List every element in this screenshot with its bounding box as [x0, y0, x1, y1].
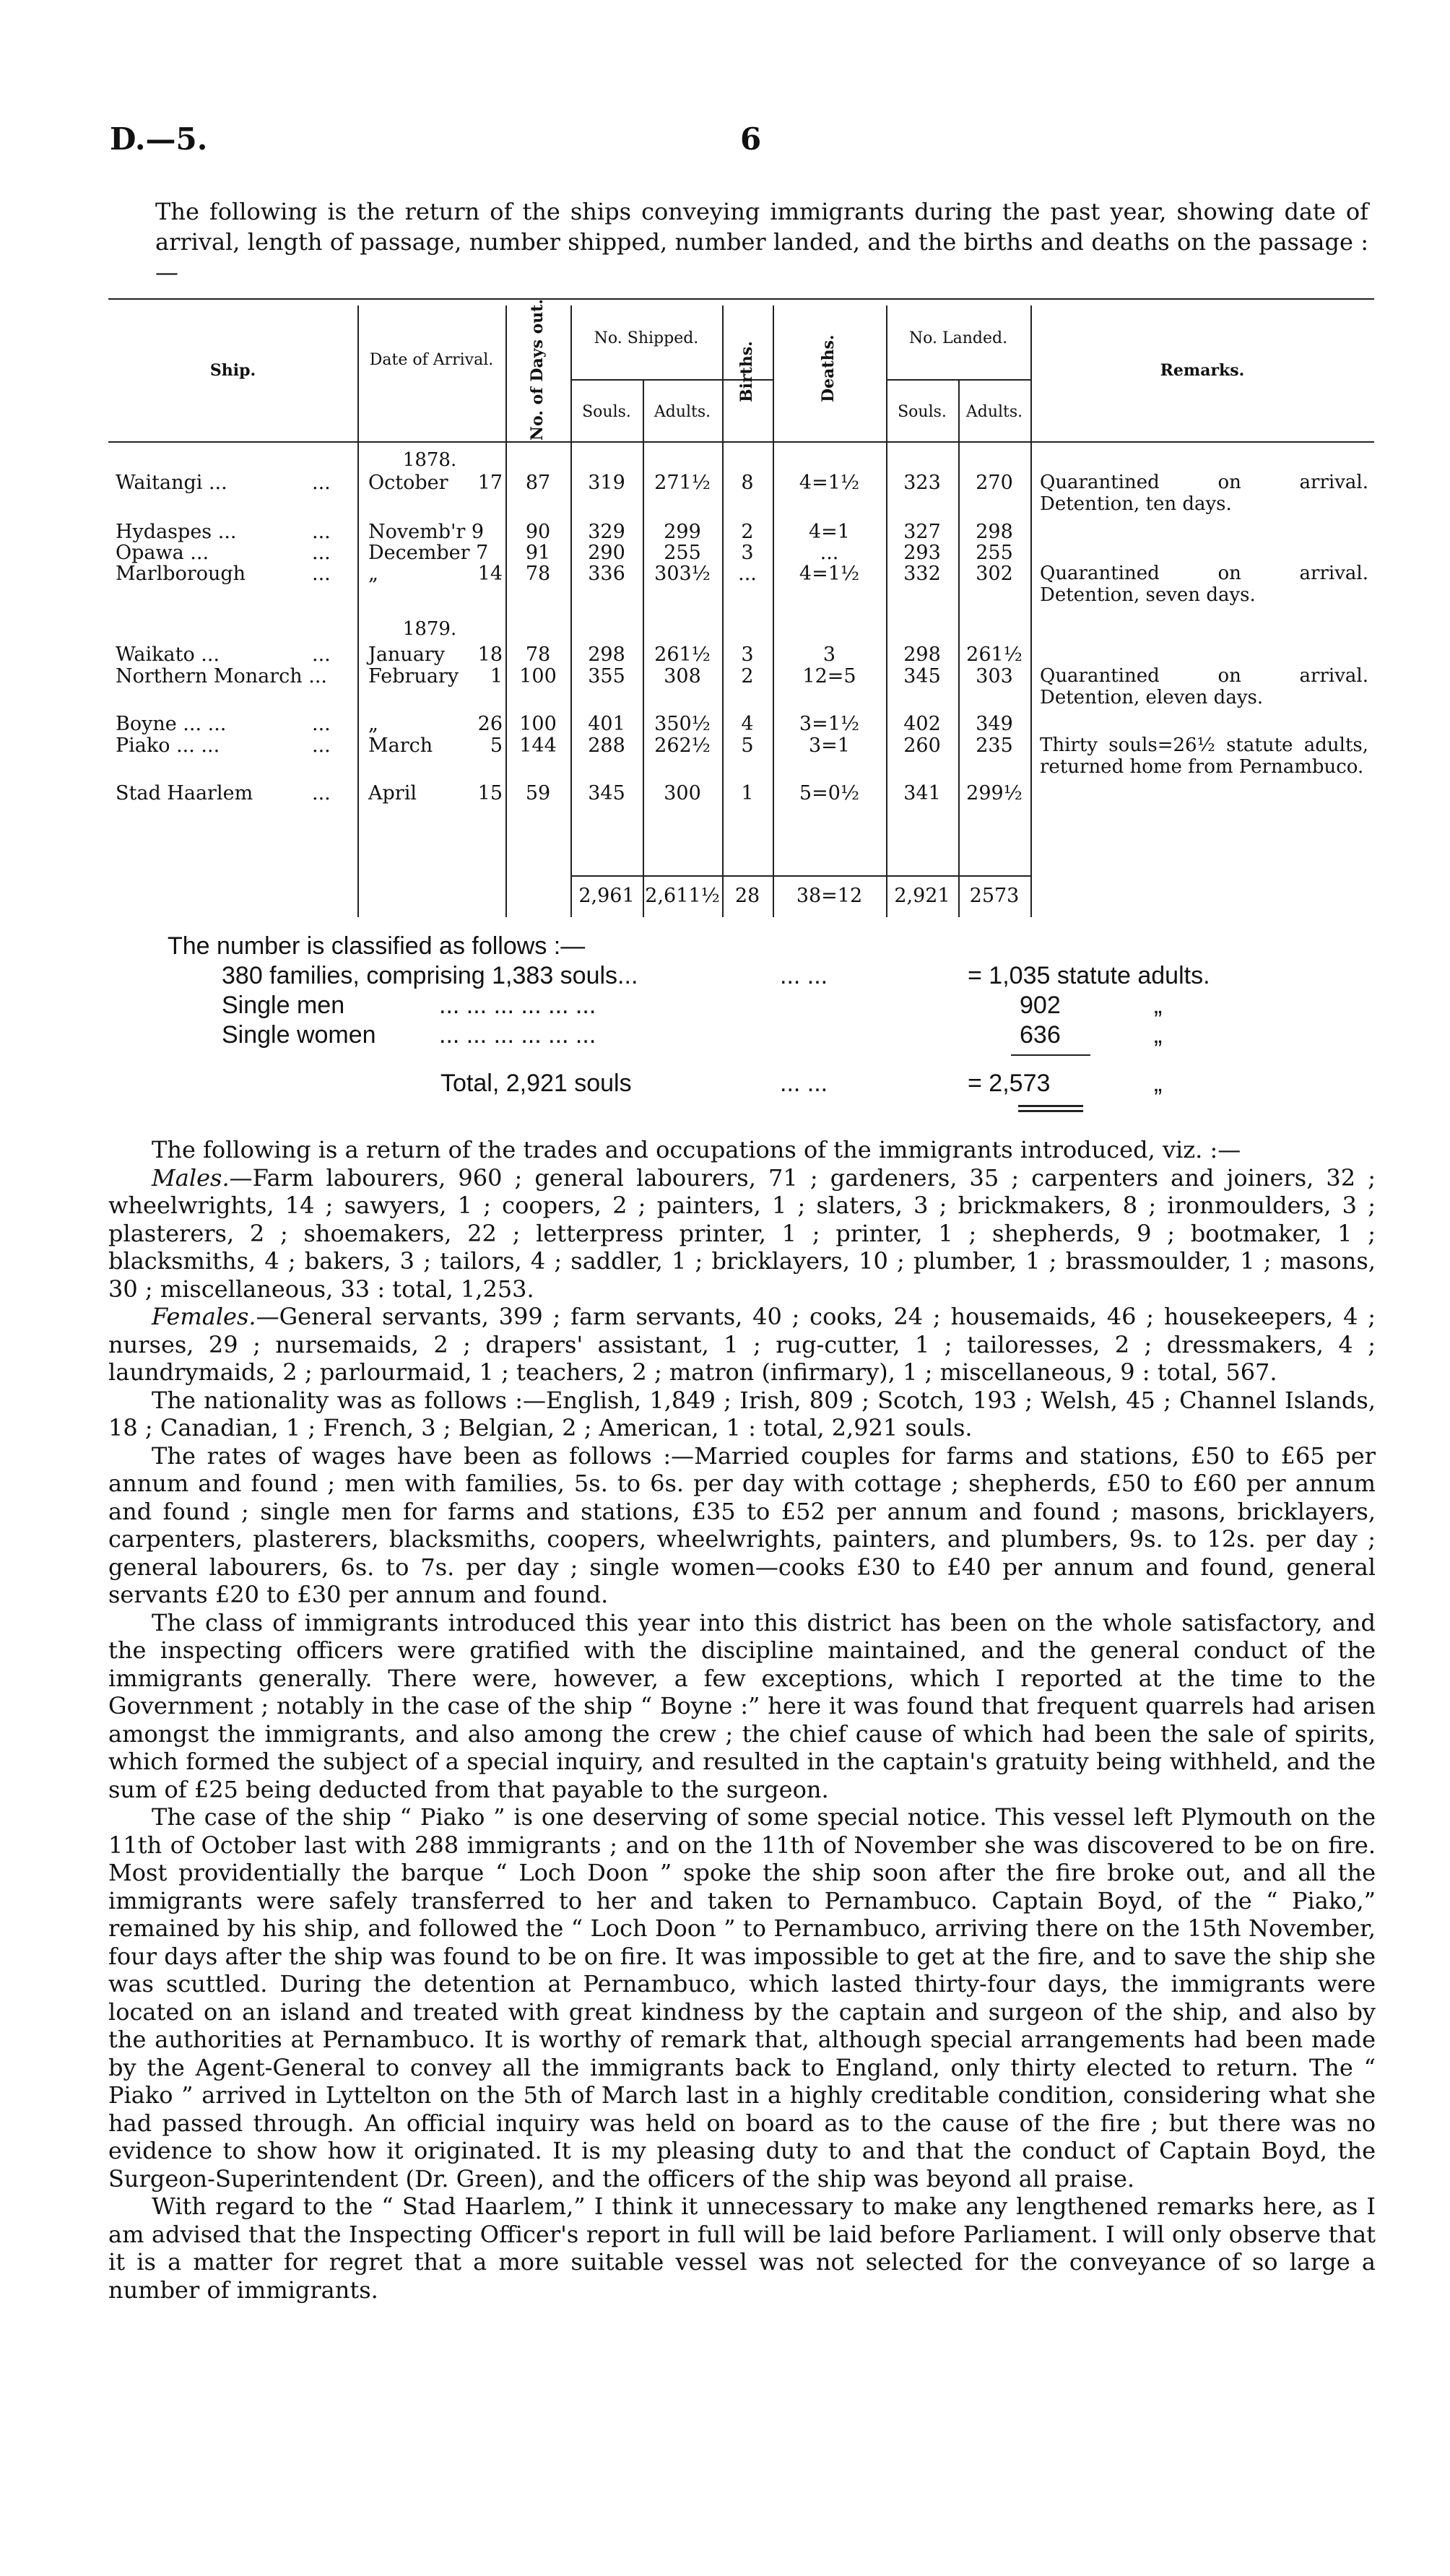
table-cell-date-a: February [368, 665, 459, 688]
table-cell-births: 4 [741, 713, 754, 735]
total-landed-adults: 2573 [969, 885, 1020, 907]
table-cell-l-souls: 323 [903, 472, 941, 494]
table-cell-births: 2 [741, 521, 754, 543]
table-cell-l-adults: 261½ [966, 643, 1023, 666]
ditto-mark: „ [1154, 1070, 1163, 1097]
table-cell-date-a: April [368, 782, 417, 805]
report-body [108, 1136, 1376, 2304]
table-cell-l-souls: 345 [903, 665, 941, 688]
table-cell-l-souls: 298 [903, 643, 941, 666]
wages-paragraph: The rates of wages have been as follows :—Married couples for farms and stations, £50 to £65 per annum and found ; men with families, 5s. to 6s. per day with cottage ; shepherds, £50 to £60 per annum and found ; single men for farms and stations, £35 to £52 per annum and found ; masons, bricklayers, carpenters, plasterers, blacksmiths, coopers, wheelwrights, painters, and plumbers, 9s. to 12s. per day ; general labourers, 6s. to 7s. per day ; single women—cooks £30 to £40 per annum and found, general servants £20 to £30 per annum and found. [108, 1441, 1376, 1608]
table-cell-l-adults: 255 [976, 542, 1013, 564]
table-cell-remarks: Thirty souls=26½ statute adults, returned home from Pernambuco. [1040, 734, 1368, 778]
table-cell-l-adults: 299½ [966, 782, 1023, 805]
table-cell-births: 2 [741, 665, 754, 688]
class-row-value: 902 [1020, 992, 1061, 1019]
table-cell-l-souls: 260 [903, 734, 941, 757]
header-shipped-souls: Souls. [582, 403, 631, 421]
table-cell-births: 1 [741, 782, 754, 805]
table-cell-l-souls: 293 [903, 542, 941, 564]
table-cell-date-b: 1 [490, 665, 503, 688]
total-shipped-souls: 2,961 [578, 885, 635, 907]
table-cell-dots: ... [312, 782, 331, 805]
table-cell-l-souls: 332 [903, 563, 941, 585]
piako-paragraph: The case of the ship “ Piako ” is one deserving of some special notice. This vessel left Plymouth on the 11th of October last with 288 immigrants ; and on the 11th of November she was discovered to be on fire. Most providentially the barque “ Loch Doon ” spoke the ship soon after the fire broke out, and all the immigrants were safely transferred to her and taken to Pernambuco. Captain Boyd, of the “ Piako,” remained by his ship, and followed the “ Loch Doon ” to Pernambuco, arriving there on the 15th November, four days after the ship was found to be on fire. It was impossible to get at the fire, and to save the ship she was scuttled. During the detention at Pernambuco, which lasted thirty-four days, the immigrants were located on an island and treated with great kindness by the captain and surgeon of the ship, and also by the authorities at Pernambuco. It is worthy of remark that, although special arrangements had been made by the Agent-General to convey all the immigrants back to England, only thirty elected to return. The “ Piako ” arrived in Lyttelton on the 5th of March last in a highly creditable condition, considering what she had passed through. An official inquiry was held on board as to the cause of the fire ; but there was no evidence to show how it originated. It is my pleasing duty to and that the conduct of Captain Boyd, the Surgeon-Superintendent (Dr. Green), and the officers of the ship was beyond all praise. [108, 1803, 1376, 2193]
table-cell-date-b: 5 [490, 734, 503, 757]
total-shipped-adults: 2,611½ [645, 885, 720, 907]
year-1878: 1878. [402, 449, 457, 471]
ditto-mark: „ [1154, 1021, 1163, 1049]
table-cell-date-a: October [368, 472, 448, 494]
table-cell-adults: 308 [664, 665, 701, 688]
table-cell-births: 8 [741, 472, 754, 494]
table-cell-souls: 319 [588, 472, 625, 494]
table-cell-date-b: 17 [477, 472, 503, 494]
table-cell-l-souls: 402 [903, 713, 941, 735]
classification-total-value: = 2,573 [968, 1070, 1051, 1097]
table-cell-deaths: 5=0½ [799, 782, 860, 805]
table-cell-deaths: 12=5 [802, 665, 856, 688]
header-landed: No. Landed. [908, 329, 1008, 347]
double-rule-bottom [1018, 1110, 1083, 1112]
table-cell-dots: ... [312, 734, 331, 757]
table-cell-ship: Northern Monarch ... [116, 665, 328, 688]
header-deaths: Deaths. [819, 334, 838, 402]
table-cell-souls: 401 [588, 713, 625, 735]
header-ship: Ship. [209, 361, 256, 380]
total-deaths: 38=12 [796, 885, 863, 907]
table-cell-adults: 303½ [654, 563, 711, 585]
table-cell-days: 144 [519, 734, 557, 757]
table-cell-deaths: 4=1½ [799, 563, 860, 585]
table-cell-date-a: January [368, 643, 445, 666]
header-date: Date of Arrival. [369, 351, 494, 369]
females-paragraph [108, 1303, 1376, 1387]
header-shipped-adults: Adults. [654, 403, 711, 421]
stad-haarlem-paragraph: With regard to the “ Stad Haarlem,” I think it unnecessary to make any lengthened remarks here, as I am advised that the Inspecting Officer's report in full will be laid before Parliament. I will only observe that it is a matter for regret that a more suitable vessel was not selected for the conveyance of so large a number of immigrants. [108, 2193, 1376, 2304]
table-cell-adults: 255 [664, 542, 701, 564]
header-shipped: No. Shipped. [594, 329, 699, 347]
table-cell-deaths: ... [820, 542, 839, 564]
table-cell-ship: Hydaspes ... [116, 521, 237, 543]
table-cell-dots: ... [312, 563, 331, 585]
table-cell-births: 5 [741, 734, 754, 757]
table-cell-adults: 299 [664, 521, 701, 543]
ditto-mark: „ [1154, 992, 1163, 1019]
total-births: 28 [734, 885, 760, 907]
table-cell-date-a: „ [368, 563, 378, 585]
table-cell-deaths: 3 [822, 643, 836, 666]
header-landed-adults: Adults. [965, 403, 1023, 421]
table-cell-date-a: December 7 [368, 542, 489, 564]
nationality-paragraph: The nationality was as follows :—English, 1,849 ; Irish, 809 ; Scotch, 193 ; Welsh, 45 ; Channel Islands, 18 ; Canadian, 1 ; French, 3 ; Belgian, 2 ; American, 1 : total, 2,921 souls. [108, 1386, 1376, 1441]
table-cell-births: ... [738, 563, 757, 585]
table-cell-ship: Stad Haarlem [116, 782, 253, 805]
females-label: Females. [152, 1303, 256, 1330]
table-cell-adults: 350½ [654, 713, 711, 735]
page-number: 6 [740, 121, 762, 157]
males-paragraph [108, 1164, 1376, 1304]
table-cell-births: 3 [741, 643, 754, 666]
trades-intro: The following is a return of the trades and occupations of the immigrants introduced, viz. :— [152, 1136, 1241, 1163]
table-cell-remarks: Quarantined on arrival. Detention, seven days. [1040, 563, 1368, 606]
header-days: No. of Days out. [528, 298, 547, 441]
table-cell-adults: 271½ [654, 472, 711, 494]
males-text: —Farm labourers, 960 ; general labourers, 71 ; gardeners, 35 ; carpenters and joiners, 32 ; wheelwrights, 14 ; sawyers, 1 ; coopers, 2 ; painters, 1 ; slaters, 3 ; brickmakers, 8 ; ironmoulders, 3 ; plasterers, 2 ; shoemakers, 22 ; letterpress printer, 1 ; printer, 1 ; shepherds, 9 ; bootmaker, 1 ; blacksmiths, 4 ; bakers, 3 ; tailors, 4 ; saddler, 1 ; bricklayers, 10 ; plumber, 1 ; brassmoulder, 1 ; masons, 30 ; miscellaneous, 33 : total, 1,253. [108, 1163, 1376, 1303]
table-cell-adults: 261½ [654, 643, 711, 666]
table-cell-souls: 329 [588, 521, 625, 543]
males-label: Males. [152, 1163, 230, 1192]
total-landed-souls: 2,921 [894, 885, 950, 907]
table-cell-date-a: Novemb'r 9 [368, 521, 485, 543]
table-cell-souls: 336 [588, 563, 625, 585]
table-cell-deaths: 4=1½ [799, 472, 860, 494]
table-cell-l-adults: 270 [976, 472, 1013, 494]
class-row-dots: ... ... ... ... ... ... [439, 992, 596, 1019]
table-cell-l-souls: 327 [903, 521, 941, 543]
classification-total-label: Total, 2,921 souls [440, 1070, 632, 1097]
header-landed-souls: Souls. [898, 403, 947, 421]
table-cell-dots: ... [312, 521, 331, 543]
table-cell-deaths: 4=1 [809, 521, 850, 543]
document-reference: D.—5. [110, 121, 208, 157]
table-cell-date-b: 15 [477, 782, 503, 805]
table-cell-souls: 288 [588, 734, 625, 757]
table-cell-days: 100 [519, 713, 557, 735]
class-row-label: 380 families, comprising 1,383 souls... [222, 962, 638, 989]
table-cell-souls: 298 [588, 643, 625, 666]
table-cell-souls: 355 [588, 665, 625, 688]
table-cell-l-adults: 349 [976, 713, 1013, 735]
table-cell-souls: 290 [588, 542, 625, 564]
table-cell-days: 78 [525, 563, 551, 585]
table-cell-date-b: 14 [477, 563, 503, 585]
females-text: —General servants, 399 ; farm servants, 40 ; cooks, 24 ; housemaids, 46 ; housekeepers, 4 ; nurses, 29 ; nursemaids, 2 ; drapers' assistant, 1 ; rug-cutter, 1 ; tailoresses, 2 ; dressmakers, 4 ; laundrymaids, 2 ; parlourmaid, 1 ; teachers, 2 ; matron (infirmary), 1 ; miscellaneous, 9 : total, 567. [108, 1303, 1376, 1386]
table-cell-l-adults: 303 [976, 665, 1013, 688]
table-cell-remarks: Quarantined on arrival. Detention, eleven days. [1040, 665, 1368, 708]
table-cell-days: 78 [525, 643, 551, 666]
table-cell-days: 59 [525, 782, 551, 805]
table-cell-days: 91 [525, 542, 551, 564]
sum-rule [1011, 1054, 1090, 1056]
table-cell-souls: 345 [588, 782, 625, 805]
table-cell-adults: 300 [664, 782, 701, 805]
table-cell-ship: Waitangi ... [116, 472, 227, 494]
intro-text: The following is the return of the ships conveying immigrants during the past year, showing date of arrival, length of passage, number shipped, number landed, and the births and deaths on the passage :— [155, 198, 1368, 286]
table-cell-ship: Piako ... ... [116, 734, 220, 757]
table-cell-ship: Opawa ... [116, 542, 209, 564]
table-cell-dots: ... [312, 472, 331, 494]
table-cell-dots: ... [312, 713, 331, 735]
table-cell-date-a: „ [368, 713, 378, 735]
class-paragraph: The class of immigrants introduced this year into this district has been on the whole satisfactory, and the inspecting officers were gratified with the discipline maintained, and the general conduct of the immigrants generally. There were, however, a few exceptions, which I reported at the time to the Government ; notably in the case of the ship “ Boyne :” here it was found that frequent quarrels had arisen amongst the immigrants, and also among the crew ; the chief cause of which had been the sale of spirits, which formed the subject of a special inquiry, and resulted in the captain's gratuity being withheld, and the sum of £25 being deducted from that payable to the surgeon. [108, 1608, 1376, 1803]
table-cell-date-b: 26 [477, 713, 503, 735]
table-cell-dots: ... [312, 643, 331, 666]
table-cell-l-souls: 341 [903, 782, 941, 805]
immigrant-ships-table [108, 298, 1374, 921]
table-cell-date-b: 18 [477, 643, 503, 666]
intro-paragraph [155, 196, 1368, 287]
table-cell-days: 90 [525, 521, 551, 543]
class-row-value: = 1,035 statute adults. [968, 962, 1210, 989]
table-cell-date-a: March [368, 734, 433, 757]
table-cell-l-adults: 302 [976, 563, 1013, 585]
table-cell-births: 3 [741, 542, 754, 564]
table-cell-l-adults: 235 [976, 734, 1013, 757]
table-cell-ship: Marlborough [116, 563, 246, 585]
class-row-dots: ... ... ... ... ... ... [439, 1021, 596, 1049]
class-row-label: Single men [222, 992, 345, 1019]
table-cell-days: 100 [519, 665, 557, 688]
year-1879: 1879. [402, 618, 457, 640]
table-cell-days: 87 [525, 472, 551, 494]
class-row-label: Single women [222, 1021, 376, 1049]
table-cell-deaths: 3=1½ [799, 713, 860, 735]
table-cell-adults: 262½ [654, 734, 711, 757]
table-cell-l-adults: 298 [976, 521, 1013, 543]
class-row-value: 636 [1020, 1021, 1061, 1049]
classification-total-dots: ... ... [780, 1070, 828, 1097]
table-cell-ship: Boyne ... ... [116, 713, 227, 735]
header-remarks: Remarks. [1160, 361, 1245, 380]
class-row-dots: ... ... [780, 962, 828, 989]
double-rule-top [1018, 1105, 1083, 1107]
classification-intro: The number is classified as follows :— [168, 932, 586, 960]
table-cell-dots: ... [312, 542, 331, 564]
header-births: Births. [737, 341, 756, 402]
table-cell-remarks: Quarantined on arrival. Detention, ten days. [1040, 472, 1368, 515]
table-cell-deaths: 3=1 [809, 734, 850, 757]
table-cell-ship: Waikato ... [116, 643, 220, 666]
